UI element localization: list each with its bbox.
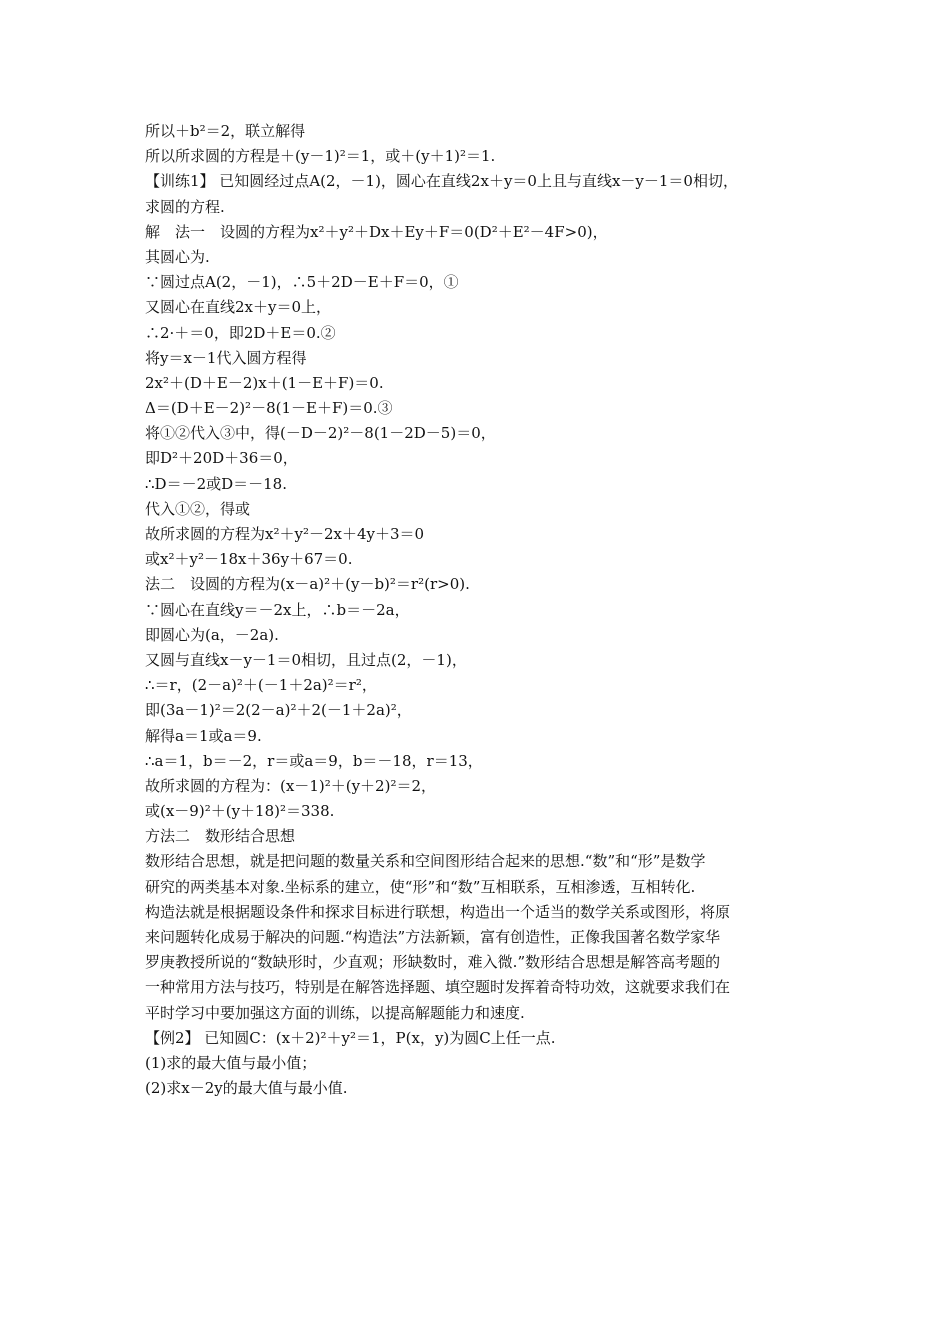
text-line: ∵圆过点A(2，－1)，∴5＋2D－E＋F＝0，① [145,273,459,292]
question-item: (2)求x－2y的最大值与最小值. [145,1079,348,1098]
text-line: 解得a＝1或a＝9. [145,726,262,745]
paragraph-line: 来问题转化成易于解决的问题.“构造法”方法新颖，富有创造性，正像我国著名数学家华 [145,928,721,946]
solution-method-one: 解 法一 设圆的方程为x²＋y²＋Dx＋Ey＋F＝0(D²＋E²－4F>0)， [145,222,608,241]
text-line: 又圆心在直线2x＋y＝0上， [145,298,332,317]
text-line: 求圆的方程. [145,197,225,216]
paragraph-line: 罗庚教授所说的“数缺形时，少直观；形缺数时，难入微.”数形结合思想是解答高考题的 [145,953,721,972]
text-line: 代入①②，得或 [145,499,251,518]
text-line: 其圆心为. [145,247,210,266]
solution-method-two: 法二 设圆的方程为(x－a)²＋(y－b)²＝r²(r>0). [145,575,470,594]
text-line: 即D²＋20D＋36＝0， [145,449,298,468]
text-line: 即圆心为(a，－2a). [145,625,279,644]
text-line: ∴2·＋＝0，即2D＋E＝0.② [145,323,336,342]
text-line: 又圆与直线x－y－1＝0相切，且过点(2，－1)， [145,650,467,669]
paragraph-line: 数形结合思想，就是把问题的数量关系和空间图形结合起来的思想.“数”和“形”是数学 [145,852,706,871]
paragraph-line: 一种常用方法与技巧，特别是在解答选择题、填空题时发挥着奇特功效，这就要求我们在 [145,978,731,997]
text-line: 即(3a－1)²＝2(2－a)²＋2(－1＋2a)²， [145,701,412,720]
text-line: 所以＋b²＝2，联立解得 [145,122,306,140]
text-line: 2x²＋(D＋E－2)x＋(1－E＋F)＝0. [145,373,384,392]
paragraph-line: 构造法就是根据题设条件和探求目标进行联想，构造出一个适当的数学关系或图形，将原 [145,902,731,921]
training-heading: 【训练1】 已知圆经过点A(2，－1)，圆心在直线2x＋y＝0上且与直线x－y－1＝0相切， [145,172,738,191]
text-line: 将①②代入③中，得(－D－2)²－8(1－2D－5)＝0， [145,424,496,443]
text-line: ∴＝r，(2－a)²＋(－1＋2a)²＝r²， [145,676,377,695]
example-heading: 【例2】 已知圆C：(x＋2)²＋y²＝1，P(x，y)为圆C上任一点. [145,1028,556,1047]
text-line: 故所求圆的方程为：(x－1)²＋(y＋2)²＝2， [145,776,437,795]
question-item: (1)求的最大值与最小值； [145,1053,317,1072]
text-line: 将y＝x－1代入圆方程得 [145,348,307,367]
text-line: ∴D＝－2或D＝－18. [145,474,287,493]
text-line: 或(x－9)²＋(y＋18)²＝338. [145,802,335,821]
text-line: ∵圆心在直线y＝－2x上，∴b＝－2a， [145,600,410,619]
text-line: Δ＝(D＋E－2)²－8(1－E＋F)＝0.③ [145,399,393,418]
document-page [145,119,815,1101]
text-line: 故所求圆的方程为x²＋y²－2x＋4y＋3＝0 [145,525,425,543]
text-line: 或x²＋y²－18x＋36y＋67＝0. [145,550,353,569]
text-line: ∴a＝1，b＝－2，r＝或a＝9，b＝－18，r＝13， [145,751,483,770]
text-line: 所以所求圆的方程是＋(y－1)²＝1，或＋(y＋1)²＝1. [145,147,496,166]
paragraph-line: 平时学习中要加强这方面的训练，以提高解题能力和速度. [145,1003,525,1022]
paragraph-line: 研究的两类基本对象.坐标系的建立，使“形”和“数”互相联系，互相渗透，互相转化. [145,877,696,896]
section-heading: 方法二 数形结合思想 [145,827,296,846]
